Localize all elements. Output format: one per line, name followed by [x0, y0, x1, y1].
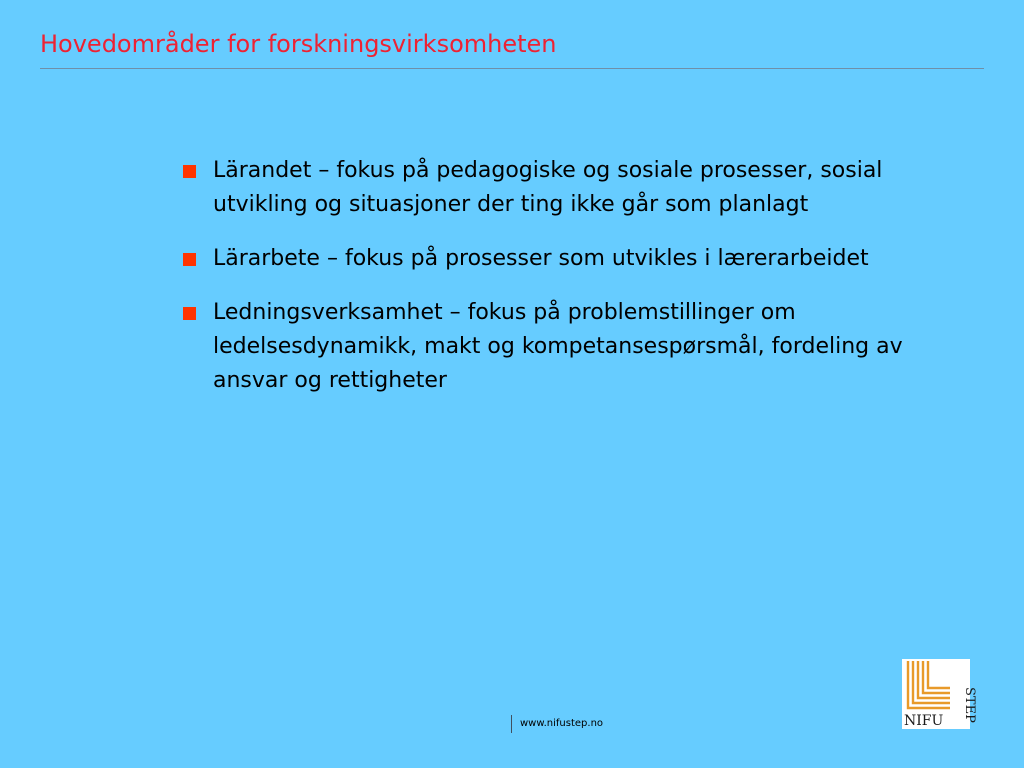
- logo-text-step: STEP: [962, 687, 977, 723]
- bullet-list: [182, 154, 942, 418]
- logo-text-nifu: NIFU: [904, 713, 944, 729]
- title-divider: [40, 68, 984, 69]
- bullet-text: Lärarbete – fokus på prosesser som utvikles i lærerarbeidet: [213, 246, 869, 271]
- bullet-item-larandet: [182, 154, 942, 222]
- bullet-item-ledningsverksamhet: [182, 296, 942, 398]
- nifu-step-logo-icon: [902, 659, 977, 729]
- footer-separator: [511, 715, 512, 733]
- slide-title: Hovedområder for forskningsvirksomheten: [40, 30, 557, 58]
- bullet-text: Lärandet – fokus på pedagogiske og sosiale prosesser, sosial utvikling og situasjoner der ting ikke går som planlagt: [213, 158, 883, 217]
- nifu-step-logo: [902, 659, 977, 729]
- bullet-square-icon: [183, 165, 196, 178]
- bullet-text: Ledningsverksamhet – fokus på problemstillinger om ledelsesdynamikk, makt og kompetansespørsmål, fordeling av ansvar og rettigheter: [213, 300, 903, 393]
- footer-url: www.nifustep.no: [520, 718, 604, 729]
- bullet-square-icon: [183, 307, 196, 320]
- bullet-square-icon: [183, 253, 196, 266]
- bullet-item-lararbete: [182, 242, 942, 276]
